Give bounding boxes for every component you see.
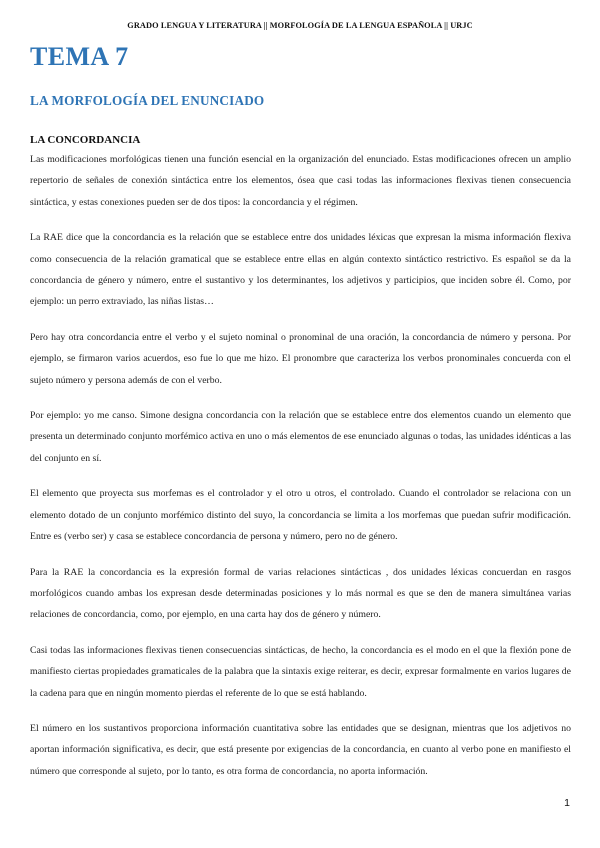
running-header: GRADO LENGUA Y LITERATURA || MORFOLOGÍA DE LA LENGUA ESPAÑOLA || URJC: [127, 21, 473, 30]
page-number: 1: [564, 797, 570, 809]
paragraph: El elemento que proyecta sus morfemas es el controlador y el otro u otros, el controlado. Cuando el controlador se relaciona con un elemento dotado de un conjunto morfémico distinto del suyo, la concordancia se limita a los morfemas que puedan sufrir modificación. Entre es (verbo ser) y casa se establece concordancia de persona y número, pero no de género.: [30, 488, 571, 543]
paragraph: Para la RAE la concordancia es la expresión formal de varias relaciones sintácticas , dos unidades léxicas concuerdan en rasgos morfológicos cuando ambas los expresan desde determinadas posiciones y lo más normal es que se den de manera simultánea varias relaciones de concordancia, como, por ejemplo, en una carta hay dos de género y número.: [30, 566, 571, 621]
paragraph: Pero hay otra concordancia entre el verbo y el sujeto nominal o pronominal de una oración, la concordancia de número y persona. Por ejemplo, se firmaron varios acuerdos, eso fue lo que me hizo. El pronombre que caracteriza los verbos pronominales concuerda con el sujeto número y persona además de con el verbo.: [30, 331, 571, 386]
page-title: TEMA 7: [30, 42, 129, 71]
paragraph: El número en los sustantivos proporciona información cuantitativa sobre las entidades que se designan, mientras que los adjetivos no aportan información significativa, es decir, que está presente por exigencias de la concordancia, en cuanto al verbo pone en manifiesto el número que corresponde al sujeto, por lo tanto, es otra forma de concordancia, no aporta información.: [30, 722, 571, 777]
body-text: [30, 149, 571, 796]
paragraph: Por ejemplo: yo me canso. Simone designa concordancia con la relación que se establece entre dos elementos cuando un elemento que presenta un determinado conjunto morfémico activa en uno o más elementos de ese enunciado algunas o todas, las unidades idénticas a las del conjunto en sí.: [30, 410, 571, 464]
chapter-subtitle: LA MORFOLOGÍA DEL ENUNCIADO: [30, 93, 265, 108]
section-heading: LA CONCORDANCIA: [30, 134, 141, 146]
paragraph: Casi todas las informaciones flexivas tienen consecuencias sintácticas, de hecho, la concordancia es el modo en el que la flexión pone de manifiesto ciertas propiedades gramaticales de la palabra que la sintaxis exige reiterar, es decir, expresar formalmente en varios lugares de la cadena para que en ningún momento pierdas el referente de lo que se está hablando.: [30, 644, 571, 699]
paragraph: La RAE dice que la concordancia es la relación que se establece entre dos unidades léxicas que expresan la misma información flexiva como consecuencia de la relación gramatical que se establece entre ellas en algún contexto sintáctico restrictivo. Es español se da la concordancia de género y número, entre el sustantivo y los determinantes, los adjetivos y participios, que inciden sobre él. Como, por ejemplo: un perro extraviado, las niñas listas…: [30, 232, 571, 308]
paragraph: Las modificaciones morfológicas tienen una función esencial en la organización del enunciado. Estas modificaciones ofrecen un amplio repertorio de señales de conexión sintáctica entre los elementos, ósea que casi todas las informaciones flexivas tienen consecuencia sintáctica, y estas conexiones pueden ser de dos tipos: la concordancia y el régimen.: [30, 154, 571, 208]
